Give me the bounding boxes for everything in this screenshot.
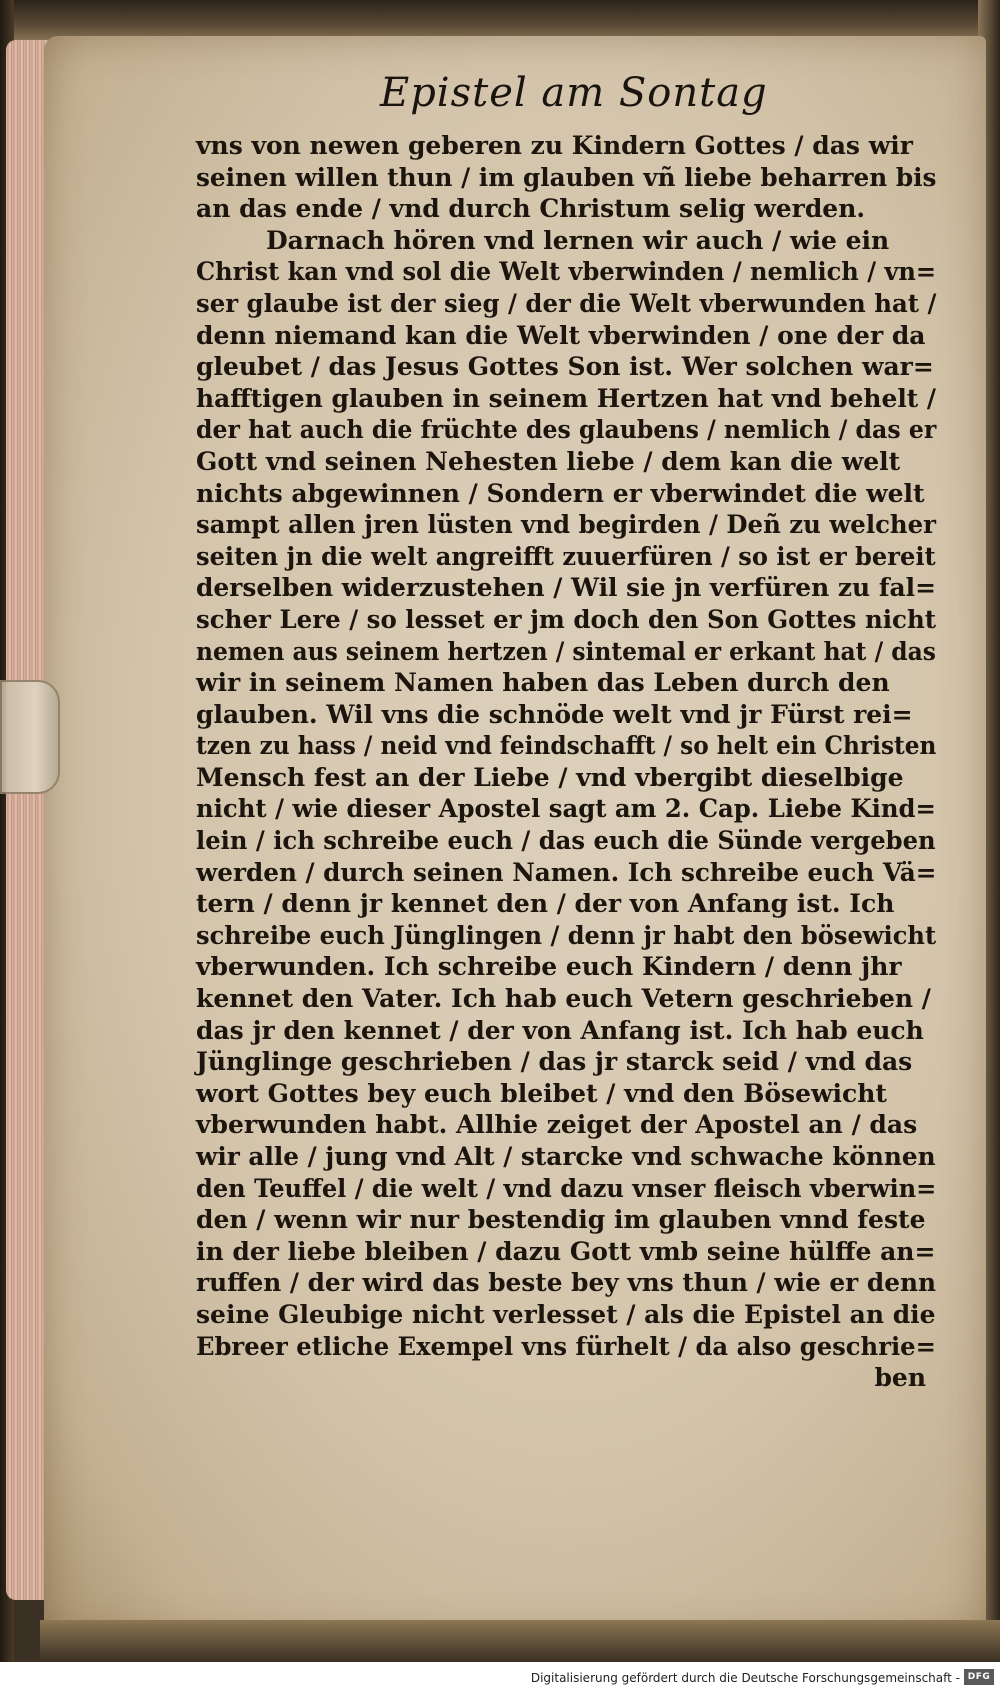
text-line: wir in seinem Namen haben das Leben durch den (196, 668, 890, 698)
text-line: Ebreer etliche Exempel vns fürhelt / da also geschrie= (196, 1331, 936, 1361)
text-line: vberwunden. Ich schreibe euch Kindern / denn jhr (196, 952, 902, 982)
text-line: gleubet / das Jesus Gottes Son ist. Wer solchen war= (196, 352, 934, 382)
text-line: vberwunden habt. Allhie zeiget der Apostel an / das (196, 1110, 918, 1140)
text-line: vns von newen geberen zu Kindern Gottes / das wir (196, 131, 913, 160)
text-line: den / wenn wir nur bestendig im glauben vnnd feste (196, 1205, 926, 1235)
text-line: seinen willen thun / im glauben vñ liebe beharren bis (196, 162, 937, 192)
text-line: Christ kan vnd sol die Welt vberwinden / nemlich / vn= (196, 257, 937, 287)
text-line: wir alle / jung vnd Alt / starcke vnd schwache können (196, 1142, 936, 1171)
text-line: kennet den Vater. Ich hab euch Vetern geschrieben / (196, 984, 931, 1014)
dfg-logo-icon: DFG (964, 1669, 994, 1685)
body-text (196, 130, 936, 1394)
running-head: Epistel am Sontag (380, 70, 768, 116)
text-line: in der liebe bleiben / dazu Gott vmb seine hülffe an= (196, 1236, 936, 1266)
text-line: derselben widerzustehen / Wil sie jn verfüren zu fal= (196, 573, 936, 603)
text-line: der hat auch die früchte des glaubens / nemlich / das er (196, 415, 937, 445)
text-line: glauben. Wil vns die schnöde welt vnd jr Fürst rei= (196, 699, 913, 729)
text-line: seiten jn die welt angreifft zuuerfüren / so ist er bereit (196, 541, 936, 571)
page-clip (0, 680, 60, 794)
text-line: Jünglinge geschrieben / das jr starck seid / vnd das (196, 1047, 913, 1077)
text-line: ruffen / der wird das beste bey vns thun / wie er denn (196, 1268, 937, 1298)
text-line: nichts abgewinnen / Sondern er vberwindet die welt (196, 478, 925, 508)
text-line: tzen zu hass / neid vnd feindschafft / so helt ein Christen (196, 731, 937, 761)
text-line: Mensch fest an der Liebe / vnd vbergibt dieselbige (196, 762, 904, 792)
text-line: seine Gleubige nicht verlesset / als die Epistel an die (196, 1299, 936, 1329)
text-line: tern / denn jr kennet den / der von Anfang ist. Ich (196, 889, 895, 919)
text-line: denn niemand kan die Welt vberwinden / one der da (196, 320, 926, 350)
text-line: schreibe euch Jünglingen / denn jr habt den bösewicht (196, 920, 937, 950)
digitization-footer (0, 1662, 1000, 1695)
text-line: nicht / wie dieser Apostel sagt am 2. Cap. Liebe Kind= (196, 794, 936, 824)
text-line: sampt allen jren lüsten vnd begirden / Deñ zu welcher (196, 510, 936, 540)
text-line: wort Gottes bey euch bleibet / vnd den Bösewicht (196, 1078, 887, 1108)
text-line: das jr den kennet / der von Anfang ist. Ich hab euch (196, 1015, 924, 1045)
text-line: nemen aus seinem hertzen / sintemal er erkant hat / das (196, 636, 936, 666)
page-bottom-shadow (40, 1620, 1000, 1662)
text-line: Gott vnd seinen Nehesten liebe / dem kan die welt (196, 446, 901, 476)
text-line: hafftigen glauben in seinem Hertzen hat vnd behelt / (196, 383, 937, 413)
text-line: lein / ich schreibe euch / das euch die Sünde vergeben (196, 826, 936, 856)
text-line: werden / durch seinen Namen. Ich schreibe euch Vä= (196, 857, 937, 887)
text-line: scher Lere / so lesset er jm doch den Son Gottes nicht (196, 604, 937, 634)
text-line: an das ende / vnd durch Christum selig werden. (196, 194, 866, 224)
text-line: den Teuffel / die welt / vnd dazu vnser fleisch vberwin= (196, 1173, 937, 1203)
text-line: ser glaube ist der sieg / der die Welt vberwunden hat / (196, 288, 937, 318)
text-line: Darnach hören vnd lernen wir auch / wie ein (266, 225, 890, 255)
catchword: ben (874, 1363, 926, 1393)
funding-credit: Digitalisierung gefördert durch die Deutsche Forschungsgemeinschaft - (530, 1671, 960, 1685)
